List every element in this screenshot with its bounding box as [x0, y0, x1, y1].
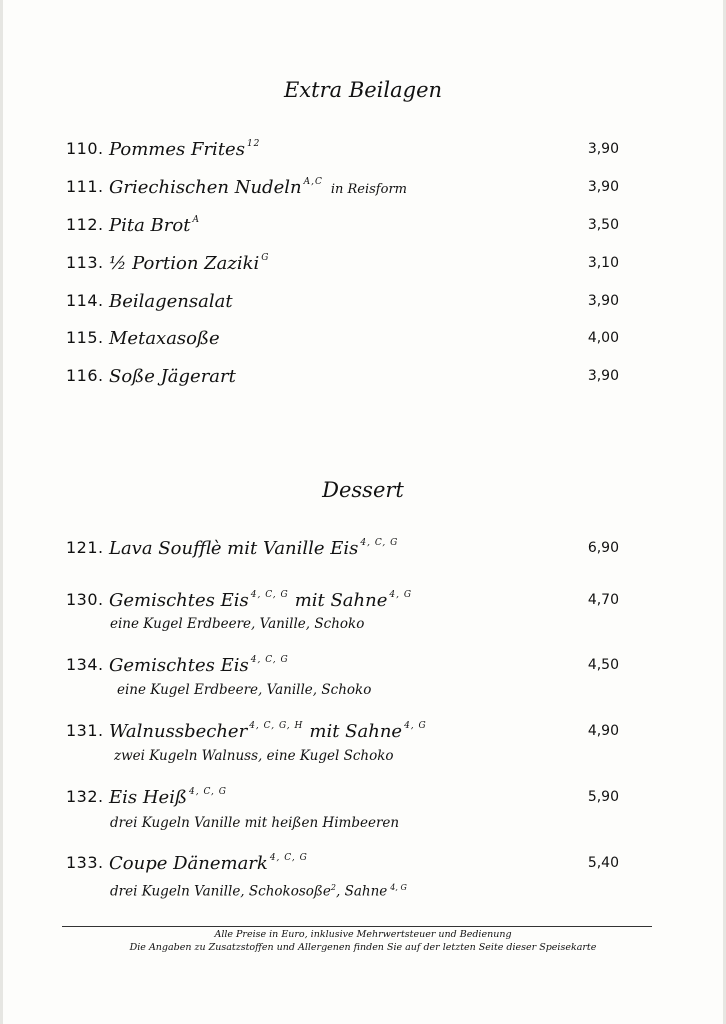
item-name: Walnussbecher $^{4, C, G, H}$ mit Sahne $^{4, G}$: [109, 721, 427, 742]
item-price: 3,90: [587, 179, 619, 195]
item-number: 113.: [66, 253, 104, 272]
item-number: 133.: [66, 853, 104, 872]
allergen-codes: A: [192, 215, 200, 225]
item-number: 134.: [66, 655, 104, 674]
allergen-codes: 4, C, G: [250, 655, 289, 665]
item-description: drei Kugeln Vanille mit heißen Himbeeren: [110, 815, 400, 831]
menu-item: [0, 853, 726, 877]
allergen-codes: 4, C, G: [189, 787, 227, 797]
footer-divider: [62, 926, 652, 927]
item-price: 4,50: [587, 657, 619, 673]
item-name: Gemischtes Eis $^{4, C, G}$ mit Sahne $^{4, G}$: [109, 590, 413, 611]
item-price: 5,90: [587, 789, 619, 805]
allergen-codes: 4, C, G: [269, 853, 308, 863]
footer-price-note: Alle Preise in Euro, inklusive Mehrwertsteuer und Bedienung: [214, 929, 512, 940]
item-number: 114.: [66, 291, 104, 310]
item-number: 131.: [66, 721, 104, 740]
item-number: 130.: [66, 590, 104, 609]
item-price: 4,00: [587, 330, 619, 346]
menu-item: [0, 538, 726, 562]
item-description: drei Kugeln Vanille, Schokosoße$^2$, Sahne $^{4, G}$: [110, 883, 407, 900]
menu-item: [0, 787, 726, 811]
item-price: 4,70: [587, 592, 619, 608]
menu-item: [0, 215, 726, 239]
allergen-codes: 4, C, G: [250, 590, 289, 600]
item-name: Pommes Frites $^{12}$: [109, 139, 261, 160]
item-price: 3,10: [587, 255, 619, 271]
item-price: 3,50: [587, 217, 619, 233]
menu-item: [0, 253, 726, 277]
menu-item: [0, 721, 726, 745]
item-number: 112.: [66, 215, 104, 234]
allergen-codes: 4, C, G: [360, 538, 399, 548]
item-price: 3,90: [587, 141, 619, 157]
item-name: Beilagensalat: [109, 291, 233, 312]
item-description: eine Kugel Erdbeere, Vanille, Schoko: [110, 616, 365, 632]
extras-title: Extra Beilagen: [283, 78, 443, 102]
dessert-title: Dessert: [322, 478, 404, 502]
allergen-codes: 4, C, G, H: [249, 721, 304, 731]
allergen-codes: A,C: [303, 177, 323, 187]
menu-item: [0, 291, 726, 315]
item-name: Gemischtes Eis $^{4, C, G}$: [109, 655, 289, 676]
item-number: 111.: [66, 177, 104, 196]
menu-item: [0, 177, 726, 201]
item-number: 115.: [66, 328, 104, 347]
item-name: Pita Brot $^A$: [109, 215, 200, 236]
item-name: ½ Portion Zaziki $^G$: [109, 253, 270, 274]
menu-item: [0, 328, 726, 352]
item-number: 121.: [66, 538, 104, 557]
allergen-codes: 12: [246, 139, 261, 149]
menu-item: [0, 655, 726, 679]
item-note: in Reisform: [330, 182, 407, 197]
allergen-codes: G: [261, 253, 270, 263]
item-number: 116.: [66, 366, 104, 385]
item-description: eine Kugel Erdbeere, Vanille, Schoko: [117, 682, 372, 698]
item-price: 6,90: [587, 540, 619, 556]
item-price: 3,90: [587, 368, 619, 384]
menu-item: [0, 139, 726, 163]
menu-item: [0, 366, 726, 390]
item-price: 5,40: [587, 855, 619, 871]
allergen-codes: 4, G: [404, 721, 427, 731]
item-name: Metaxasoße: [109, 328, 220, 349]
item-name: Soße Jägerart: [109, 366, 236, 387]
item-name: Eis Heiß $^{4, C, G}$: [109, 787, 227, 808]
footer-allergen-note: Die Angaben zu Zusatzstoffen und Allergenen finden Sie auf der letzten Seite dieser Speisekarte: [129, 942, 597, 953]
menu-item: [0, 590, 726, 614]
item-number: 132.: [66, 787, 104, 806]
allergen-codes: 4, G: [389, 590, 413, 600]
item-name: Coupe Dänemark $^{4, C, G}$: [109, 853, 308, 874]
item-name: Lava Soufflè mit Vanille Eis $^{4, C, G}$: [109, 538, 399, 559]
item-price: 3,90: [587, 293, 619, 309]
item-description: zwei Kugeln Walnuss, eine Kugel Schoko: [114, 748, 394, 764]
item-price: 4,90: [587, 723, 619, 739]
item-name: Griechischen Nudeln $^{A,C}$ in Reisform: [109, 177, 407, 198]
item-number: 110.: [66, 139, 104, 158]
